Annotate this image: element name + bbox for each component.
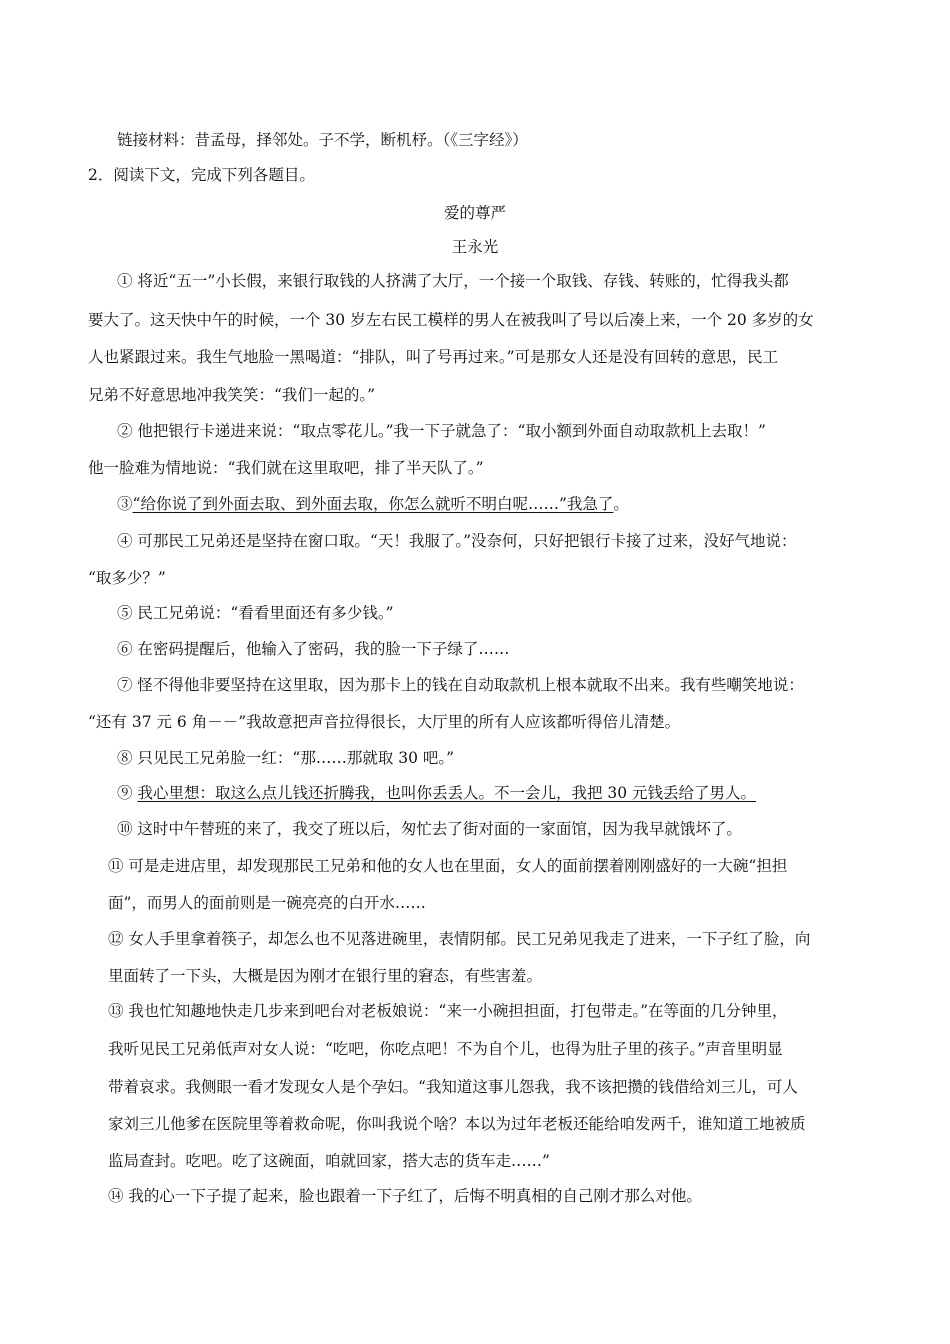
paragraph-3-underlined-text: “给你说了到外面去取、到外面去取，你怎么就听不明白呢……”我急了 (132, 495, 614, 513)
paragraph-13-line-1: ⑬ 我也忙知趣地快走几步来到吧台对老板娘说：“来一小碗担担面，打包带走。”在等面的几分钟里， (108, 1002, 788, 1020)
paragraph-9 (117, 783, 756, 803)
paragraph-9-underlined-text: 我心里想：取这么点儿钱还折腾我，也叫你丢丢人。不一会儿，我把 30 元钱丢给了男人。 (137, 784, 757, 802)
paragraph-14: ⑭ 我的心一下子提了起来，脸也跟着一下子红了，后悔不明真相的自己刚才那么对他。 (108, 1187, 702, 1205)
question-heading: 2．阅读下文，完成下列各题目。 (88, 166, 315, 184)
paragraph-10: ⑩ 这时中午替班的来了，我交了班以后，匆忙去了街对面的一家面馆，因为我早就饿坏了。 (117, 820, 742, 838)
paragraph-13-line-5: 监局查封。吃吧。吃了这碗面，咱就回家，搭大志的货车走……” (108, 1152, 550, 1170)
paragraph-13-line-4: 家刘三儿他爹在医院里等着救命呢，你叫我说个啥？本以为过年老板还能给咱发两千，谁知道工地被质 (108, 1115, 806, 1133)
paragraph-4-line-2: “取多少？” (88, 569, 166, 587)
paragraph-3-end: 。 (613, 495, 629, 513)
paragraph-13-line-3: 带着哀求。我侧眼一看才发现女人是个孕妇。“我知道这事儿怨我，我不该把攒的钱借给刘三儿，可人 (108, 1078, 798, 1096)
paragraph-6: ⑥ 在密码提醒后，他输入了密码，我的脸一下子绿了…… (117, 640, 510, 658)
paragraph-2-line-1: ② 他把银行卡递进来说：“取点零花儿。”我一下子就急了：“取小额到外面自动取款机上去取！” (117, 422, 766, 440)
paragraph-11-line-1: ⑪ 可是走进店里，却发现那民工兄弟和他的女人也在里面，女人的面前摆着刚刚盛好的一大碗“担担 (108, 857, 788, 875)
paragraph-8: ⑧ 只见民工兄弟脸一红：“那……那就取 30 吧。” (117, 749, 455, 767)
paragraph-5: ⑤ 民工兄弟说：“看看里面还有多少钱。” (117, 604, 394, 622)
paragraph-12-line-1: ⑫ 女人手里拿着筷子，却怎么也不见落进碗里，表情阴郁。民工兄弟见我走了进来，一下子红了脸，向 (108, 930, 811, 948)
paragraph-1-line-2: 要大了。这天快中午的时候，一个 30 岁左右民工模样的男人在被我叫了号以后凑上来，一个 20 多岁的女 (88, 311, 814, 329)
link-material: 链接材料：昔孟母，择邻处。子不学，断机杼。（《三字经》） (117, 131, 528, 149)
paragraph-4-line-1: ④ 可那民工兄弟还是坚持在窗口取。“天！我服了。”没奈何，只好把银行卡接了过来，没好气地说： (117, 532, 797, 550)
paragraph-7-line-1: ⑦ 怪不得他非要坚持在这里取，因为那卡上的钱在自动取款机上根本就取不出来。我有些嘲笑地说： (117, 676, 804, 694)
paragraph-1-line-1: ① 将近“五一”小长假，来银行取钱的人挤满了大厅，一个接一个取钱、存钱、转账的，忙得我头都 (117, 272, 789, 290)
paragraph-3 (117, 494, 629, 514)
paragraph-11-line-2: 面”，而男人的面前则是一碗亮亮的白开水…… (108, 894, 426, 912)
article-author: 王永光 (451, 238, 499, 256)
article-title: 爱的尊严 (443, 204, 506, 222)
paragraph-9-number: ⑨ (117, 784, 138, 802)
paragraph-7-line-2: “还有 37 元 6 角－－”我故意把声音拉得很长，大厅里的所有人应该都听得倍儿清楚。 (88, 713, 681, 731)
paragraph-1-line-4: 兄弟不好意思地冲我笑笑：“我们一起的。” (88, 386, 376, 404)
paragraph-2-line-2: 他一脸难为情地说：“我们就在这里取吧，排了半天队了。” (88, 459, 484, 477)
paragraph-12-line-2: 里面转了一下头，大概是因为刚才在银行里的窘态，有些害羞。 (108, 967, 543, 985)
paragraph-13-line-2: 我听见民工兄弟低声对女人说：“吃吧，你吃点吧！不为自个儿，也得为肚子里的孩子。”声音里明显 (108, 1040, 783, 1058)
paragraph-3-number: ③ (117, 495, 133, 513)
paragraph-1-line-3: 人也紧跟过来。我生气地脸一黑喝道：“排队，叫了号再过来。”可是那女人还是没有回转的意思，民工 (88, 348, 779, 366)
